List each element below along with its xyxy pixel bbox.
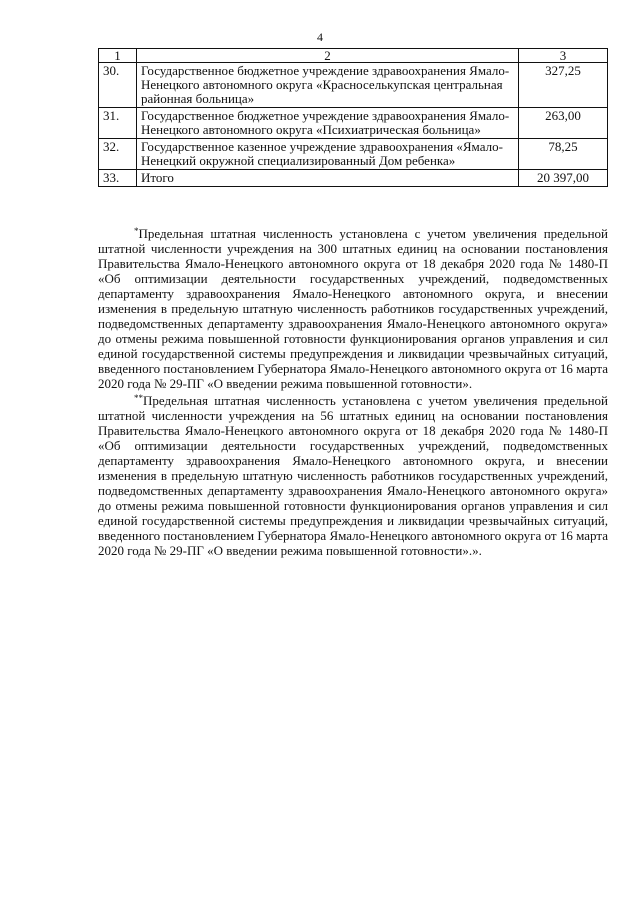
institution-name: Государственное казенное учреждение здравоохранения «Ямало-Ненецкий окружной специализированный Дом ребенка»	[137, 139, 519, 170]
staff-count: 327,25	[519, 63, 608, 108]
header-col-3: 3	[519, 49, 608, 63]
header-col-2: 2	[137, 49, 519, 63]
row-number: 30.	[99, 63, 137, 108]
institution-name: Государственное бюджетное учреждение здравоохранения Ямало-Ненецкого автономного округа «Красноселькупская центральная районная больница»	[137, 63, 519, 108]
institution-name: Государственное бюджетное учреждение здравоохранения Ямало-Ненецкого автономного округа «Психиатрическая больница»	[137, 108, 519, 139]
staffing-table	[98, 48, 608, 187]
footnote-2	[98, 391, 608, 558]
table-row	[99, 63, 608, 108]
total-value: 20 397,00	[519, 170, 608, 187]
staff-count: 78,25	[519, 139, 608, 170]
table-total-row	[99, 170, 608, 187]
footnote-1	[98, 224, 608, 391]
row-number: 31.	[99, 108, 137, 139]
page-number: 4	[317, 30, 323, 44]
staff-count: 263,00	[519, 108, 608, 139]
table-header-row	[99, 49, 608, 63]
total-label: Итого	[137, 170, 519, 187]
table-row	[99, 108, 608, 139]
row-number: 33.	[99, 170, 137, 187]
row-number: 32.	[99, 139, 137, 170]
footnote-marker: **	[134, 393, 143, 403]
footnote-text: Предельная штатная численность установлена с учетом увеличения предельной штатной численности учреждения на 300 штатных единиц на основании постановления Правительства Ямало-Ненецкого автономного округа от 18 декабря 2020 года № 1480-П «Об оптимизации деятельности государственных учреждений, подведомственных департаменту здравоохранения Ямало-Ненецкого автономного округа, и внесении изменения в предельную штатную численность работников государственных учреждений, подведомственных департаменту здравоохранения Ямало-Ненецкого автономного округа» до отмены режима повышенной готовности функционирования органов управления и сил единой государственной системы предупреждения и ликвидации чрезвычайных ситуаций, введенного постановлением Губернатора Ямало-Ненецкого автономного округа от 16 марта 2020 года № 29-ПГ «О введении режима повышенной готовности».	[98, 226, 608, 391]
header-col-1: 1	[99, 49, 137, 63]
footnote-marker: *	[134, 226, 139, 236]
footnotes	[98, 224, 608, 558]
footnote-text: Предельная штатная численность установлена с учетом увеличения предельной штатной численности учреждения на 56 штатных единиц на основании постановления Правительства Ямало-Ненецкого автономного округа от 18 декабря 2020 года № 1480-П «Об оптимизации деятельности государственных учреждений, подведомственных департаменту здравоохранения Ямало-Ненецкого автономного округа, и внесении изменения в предельную штатную численность работников государственных учреждений, подведомственных департаменту здравоохранения Ямало-Ненецкого автономного округа» до отмены режима повышенной готовности функционирования органов управления и сил единой государственной системы предупреждения и ликвидации чрезвычайных ситуаций, введенного постановлением Губернатора Ямало-Ненецкого автономного округа от 16 марта 2020 года № 29-ПГ «О введении режима повышенной готовности».».	[98, 393, 608, 558]
table-row	[99, 139, 608, 170]
